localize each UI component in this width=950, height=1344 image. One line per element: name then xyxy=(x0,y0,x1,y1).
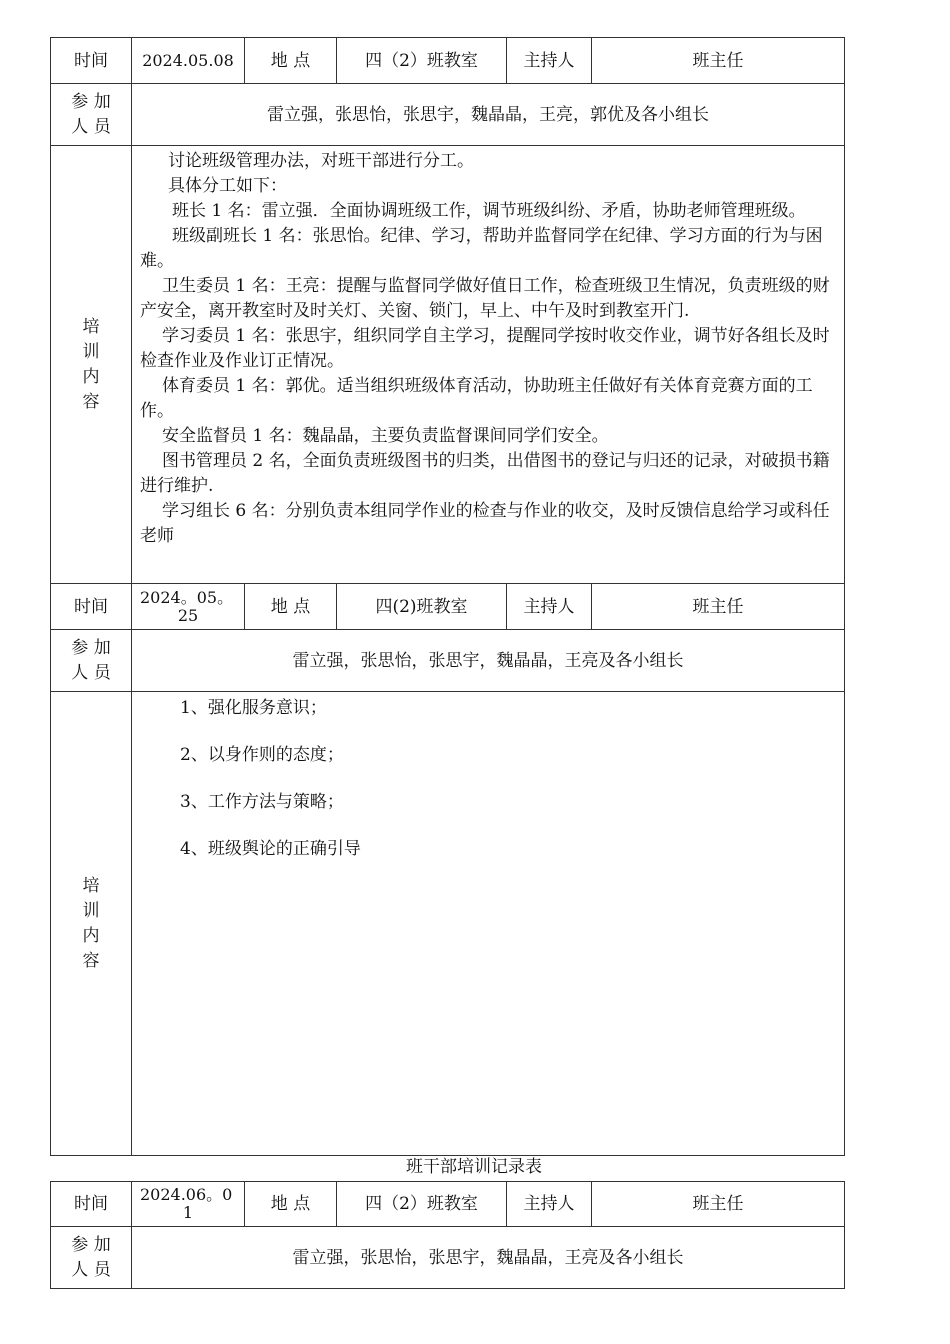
list-item: 1、强化服务意识； xyxy=(180,698,327,718)
content-paragraph: 安全监督员 1 名：魏晶晶，主要负责监督课间同学们安全。 xyxy=(162,426,609,446)
content-paragraph: 学习组长 6 名：分别负责本组同学作业的检查与作业的收交，及时反馈信息给学习或科任老师 xyxy=(140,501,830,546)
attendees-label xyxy=(51,84,132,146)
location-label: 地 点 xyxy=(245,1182,337,1227)
date-line-1: 2024.06。0 xyxy=(140,1185,233,1204)
content-paragraph: 卫生委员 1 名：王亮：提醒与监督同学做好值日工作，检查班级卫生情况，负责班级的财产安全，离开教室时及时关灯、关窗、锁门，早上、中午及时到教室开门. xyxy=(140,276,830,321)
training-record-3 xyxy=(50,1181,845,1289)
attendees-label-line2: 人 员 xyxy=(71,662,111,683)
time-label: 时间 xyxy=(51,38,132,84)
content-label-char-1: 培 xyxy=(82,875,100,896)
host-value: 班主任 xyxy=(592,1182,845,1227)
content-label-char-3: 内 xyxy=(82,366,100,387)
host-value: 班主任 xyxy=(592,584,845,630)
content-paragraph: 班级副班长 1 名：张思怡。纪律、学习，帮助并监督同学在纪律、学习方面的行为与困难。 xyxy=(140,226,823,271)
location-label: 地 点 xyxy=(245,38,337,84)
list-item: 4、班级舆论的正确引导 xyxy=(180,839,361,859)
attendees-value: 雷立强，张思怡，张思宇，魏晶晶，王亮，郭优及各小组长 xyxy=(132,84,845,146)
content-label-char-1: 培 xyxy=(82,316,100,337)
content-label-char-4: 容 xyxy=(82,950,100,971)
list-item: 3、工作方法与策略； xyxy=(180,792,344,812)
content-label-char-2: 训 xyxy=(82,900,100,921)
list-item: 2、以身作则的态度； xyxy=(180,745,344,765)
date-line-2: 1 xyxy=(182,1203,194,1222)
date-line-1: 2024。05。 xyxy=(140,587,234,607)
content-label-char-2: 训 xyxy=(82,341,100,362)
location-value: 四(2)班教室 xyxy=(337,584,507,630)
attendees-label-line2: 人 员 xyxy=(71,1259,111,1280)
content-paragraph: 图书管理员 2 名，全面负责班级图书的归类，出借图书的登记与归还的记录，对破损书籍进行维护. xyxy=(140,451,830,496)
attendees-label-line2: 人 员 xyxy=(71,116,111,137)
location-label: 地 点 xyxy=(245,584,337,630)
location-value: 四（2）班教室 xyxy=(337,38,507,84)
date-line-2: 25 xyxy=(177,605,199,625)
attendees-value: 雷立强，张思怡，张思宇，魏晶晶，王亮及各小组长 xyxy=(132,630,845,692)
date-value xyxy=(132,1182,245,1227)
content-paragraph: 学习委员 1 名：张思宇，组织同学自主学习，提醒同学按时收交作业，调节好各组长及时检查作业及作业订正情况。 xyxy=(140,326,830,371)
attendees-label xyxy=(51,1227,132,1289)
content-paragraph: 具体分工如下： xyxy=(168,176,287,196)
content-label xyxy=(51,146,132,584)
content-value xyxy=(132,146,845,584)
content-value xyxy=(132,692,845,1156)
host-label: 主持人 xyxy=(507,38,592,84)
time-label: 时间 xyxy=(51,1182,132,1227)
content-paragraph: 体育委员 1 名：郭优。适当组织班级体育活动，协助班主任做好有关体育竞赛方面的工作。 xyxy=(140,376,813,421)
content-label-char-4: 容 xyxy=(82,391,100,412)
attendees-label xyxy=(51,630,132,692)
training-record-1 xyxy=(50,37,845,584)
content-paragraph: 班长 1 名：雷立强．全面协调班级工作，调节班级纠纷、矛盾，协助老师管理班级。 xyxy=(172,201,806,221)
host-value: 班主任 xyxy=(592,38,845,84)
date-value xyxy=(132,584,245,630)
location-value: 四（2）班教室 xyxy=(337,1182,507,1227)
attendees-value: 雷立强，张思怡，张思宇，魏晶晶，王亮及各小组长 xyxy=(132,1227,845,1289)
attendees-label-line1: 参 加 xyxy=(71,1234,111,1255)
form-title: 班干部培训记录表 xyxy=(406,1157,542,1177)
time-label: 时间 xyxy=(51,584,132,630)
content-label-char-3: 内 xyxy=(82,925,100,946)
content-label xyxy=(51,692,132,1156)
content-paragraph: 讨论班级管理办法，对班干部进行分工。 xyxy=(168,151,474,171)
attendees-label-line1: 参 加 xyxy=(71,637,111,658)
training-record-2 xyxy=(50,583,845,1156)
host-label: 主持人 xyxy=(507,1182,592,1227)
attendees-label-line1: 参 加 xyxy=(71,91,111,112)
date-value: 2024.05.08 xyxy=(132,38,245,84)
host-label: 主持人 xyxy=(507,584,592,630)
